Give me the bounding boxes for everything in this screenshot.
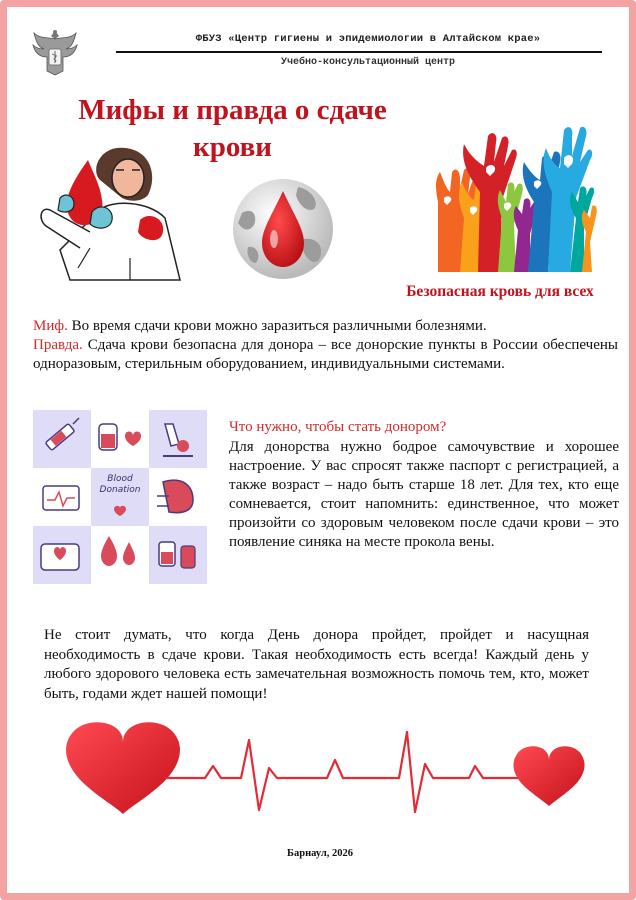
donor-section-heading: Что нужно, чтобы стать донором? [229, 419, 447, 435]
blood-test-monitor-icon [43, 486, 79, 510]
raised-hands-illustration [430, 122, 600, 282]
donor-section-body: Для донорства нужно бодрое самочувствие и хорошее настроение. У вас спросят также паспорт с регистрацией, а также возраст – надо быть старше 18 лет. Для тех, кто еще сомневается, стоит напомнить: единственное, что может произойти со здоровым человеком после сдачи крови – это появление синяка на месте прокола вены. [229, 439, 619, 550]
organization-name: ФБУЗ «Центр гигиены и эпидемиологии в Алтайском крае» [195, 33, 541, 45]
organization-subtitle: Учебно-консультационный центр [280, 57, 456, 68]
closing-paragraph: Не стоит думать, что когда День донора пройдет, пройдет и насущная необходимость в сдаче крови. Такая необходимость есть всегда! Каждый день у любого здорового человека есть замечательная возможность помочь тем, кто, может быть, годами ждет нашей помощи! [44, 627, 589, 702]
header-divider [116, 51, 602, 53]
truth-label: Правда. [33, 337, 83, 353]
blood-bag-icon [99, 424, 141, 450]
myth-paragraph [33, 317, 618, 336]
heart-right-icon [513, 746, 584, 806]
truth-text: Сдача крови безопасна для донора – все донорские пункты в России обеспечены одноразовым, стерильным оборудованием, индивидуальными системами. [33, 337, 618, 372]
heartbeat-line-icon [55, 718, 600, 818]
heart-icon [113, 505, 127, 517]
syringe-icon [45, 418, 79, 450]
blood-drops-icon [101, 536, 135, 566]
page-title: Мифы и правда о сдаче крови [78, 94, 387, 163]
hand-drop-icon [157, 480, 193, 512]
blood-donation-label: Blood Donation [99, 474, 141, 495]
hands-caption: Безопасная кровь для всех [406, 283, 594, 300]
doctor-blood-drop-illustration [30, 140, 190, 288]
myth-text: Во время сдачи крови можно заразиться различными болезнями. [67, 318, 487, 334]
myth-label: Миф. [33, 318, 68, 334]
medical-case-icon [41, 544, 79, 570]
footer-city-year: Барнаул, 2026 [287, 848, 353, 859]
blood-donation-icon-grid [33, 410, 207, 584]
emblem-icon [30, 27, 80, 79]
microscope-icon [163, 424, 193, 456]
blood-bag-hand-icon [159, 542, 195, 568]
truth-paragraph [33, 336, 618, 374]
heart-left-icon [66, 722, 180, 814]
globe-blood-drop-icon [228, 173, 338, 283]
